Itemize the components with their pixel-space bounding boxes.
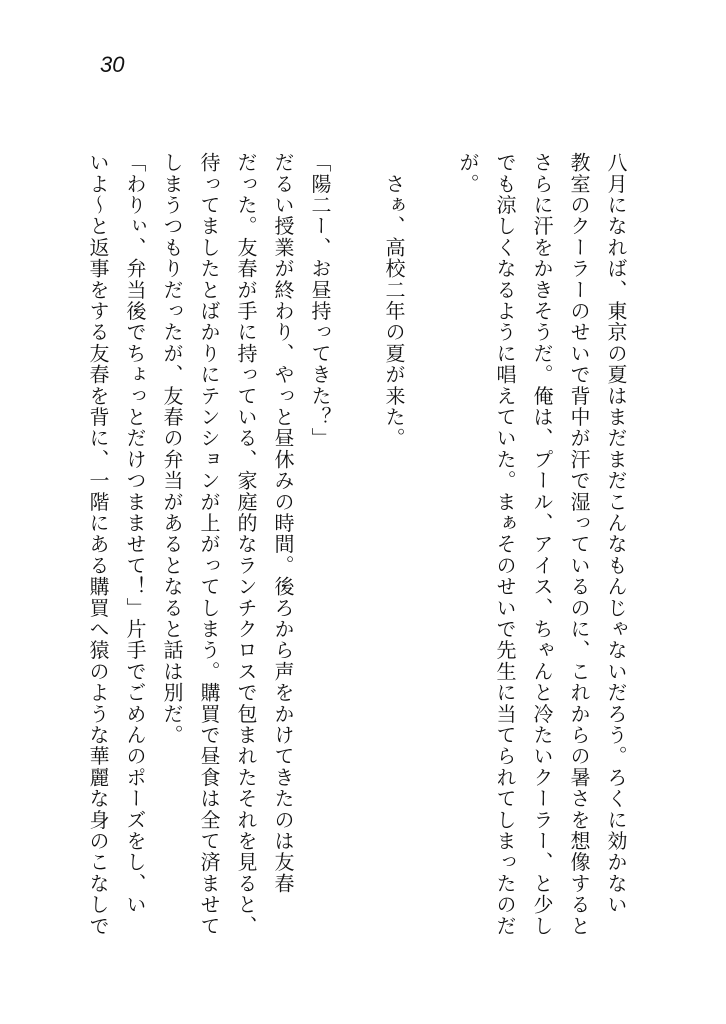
text-line: でも涼しくなるように唱えていた。まぁそのせいで先生に当てられてしまったのだ [493,152,517,937]
text-line: 「わりぃ、弁当後でちょっとだけつまませて！」片手でごめんのポーズをし、い [123,152,147,916]
blank-line [412,152,449,952]
text-line: 教室のクーラーのせいで背中が汗で湿っているのに、これからの暑さを想像すると [567,152,591,937]
text-line: が。 [456,152,480,195]
text-line: さらに汗をかきそうだ。俺は、プール、アイス、ちゃんと冷たいクーラー、と少し [530,152,554,937]
text-line: 待ってましたとばかりにテンションが上がってしまう。購買で昼食は全て済ませて [197,152,221,937]
text-line: 「陽二ー、お昼持ってきた？」 [308,152,332,449]
text-line: 八月になれば、東京の夏はまだまだこんなもんじゃないだろう。ろくに効かない [604,152,628,916]
text-line: いよ〜と返事をする友春を背に、一階にある購買へ猿のような華麗な身のこなしで [86,152,110,937]
body-text [79,152,634,952]
text-line: だるい授業が終わり、やっと昼休みの時間。後ろから声をかけてきたのは友春 [271,152,295,894]
text-line: しまうつもりだったが、友春の弁当があるとなると話は別だ。 [160,152,184,746]
page-number: 30 [100,52,125,77]
text-line: だった。友春が手に持っている、家庭的なランチクロスで包まれたそれを見ると、 [234,152,258,937]
blank-line [338,152,375,952]
text-line: さぁ、高校二年の夏が来た。 [382,152,406,449]
